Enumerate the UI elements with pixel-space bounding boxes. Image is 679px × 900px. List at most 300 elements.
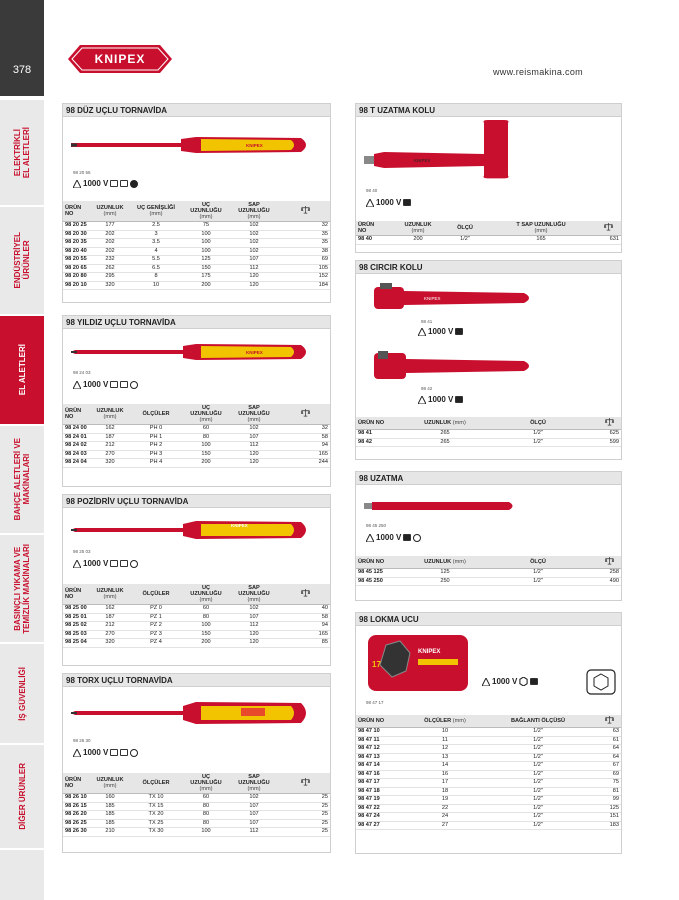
table-cell: 177 (93, 222, 127, 231)
table-cell: 262 (93, 264, 127, 273)
table-cell: TX 10 (127, 794, 185, 803)
column-header: ÖLÇÜ (478, 556, 598, 569)
table-row (63, 639, 330, 648)
table-cell: 202 (93, 230, 127, 239)
sidebar-tab-label: EL ALETLERİ (17, 344, 27, 396)
table-cell: 107 (227, 819, 281, 828)
table-cell: 185 (93, 802, 127, 811)
table-cell: 80 (185, 433, 227, 442)
column-header (281, 404, 330, 425)
table-cell: 102 (227, 230, 281, 239)
vde-icon (110, 180, 118, 187)
ratchet-1-image (364, 281, 544, 321)
voltage-rating (418, 327, 463, 336)
voltage-rating (73, 380, 138, 389)
product-code-cell: 98 47 11 (356, 736, 412, 745)
table-header-row (63, 404, 330, 425)
picture-code: 98 40 (366, 188, 378, 193)
weight-cell: 58 (281, 613, 330, 622)
weight-cell: 61 (598, 736, 621, 745)
table-row (356, 569, 621, 578)
table-cell: 107 (227, 802, 281, 811)
table-cell: 1/2" (478, 745, 598, 754)
pozidriv-tip-icon (130, 560, 138, 568)
socket-size-diagram-icon (586, 669, 616, 695)
page-number-box (0, 0, 44, 96)
table-cell: 27 (412, 821, 478, 830)
table-cell: 100 (185, 247, 227, 256)
product-code-cell: 98 24 03 (63, 450, 93, 459)
extension-bar-image (364, 498, 524, 514)
product-code-cell: 98 47 19 (356, 796, 412, 805)
weight-cell: 25 (281, 819, 330, 828)
table-cell: 210 (93, 828, 127, 837)
sidebar-tab-label: BAHÇE ALETLERİ VE MAKİNALARI (13, 438, 31, 521)
weight-cell: 64 (598, 745, 621, 754)
extension-icon (413, 534, 421, 542)
table-header-row (63, 773, 330, 794)
table-cell: PZ 4 (127, 639, 185, 648)
weight-cell: 40 (281, 605, 330, 614)
picture-code: 98 42 (421, 386, 433, 391)
svg-text:KNIPEX: KNIPEX (94, 52, 146, 66)
weight-cell: 631 (596, 236, 621, 245)
column-header: SAP UZUNLUĞU (mm) (227, 773, 281, 794)
weight-cell: 625 (598, 430, 621, 439)
svg-text:17: 17 (372, 660, 381, 669)
table-cell: 270 (93, 630, 127, 639)
product-code-cell: 98 47 12 (356, 745, 412, 754)
column-header: ÜRÜN NO (63, 773, 93, 794)
warning-triangle-icon (482, 678, 490, 686)
table-row (356, 779, 621, 788)
table-cell: 295 (93, 273, 127, 282)
weight-cell: 25 (281, 802, 330, 811)
weight-cell: 165 (281, 450, 330, 459)
weight-scale-icon (605, 716, 614, 724)
voltage-label: 1000 V (83, 748, 109, 757)
weight-cell: 244 (281, 459, 330, 468)
table-row (356, 577, 621, 586)
table-cell: 100 (185, 828, 227, 837)
product-code-cell: 98 42 (356, 438, 412, 447)
sidebar-tab-label: ELEKTRİKLİ EL ALETLERİ (13, 126, 31, 179)
column-header: ÜRÜN NO (356, 221, 392, 236)
product-code-cell: 98 24 00 (63, 425, 93, 434)
weight-cell: 258 (598, 569, 621, 578)
picture-code: 98 20 55 (73, 170, 91, 175)
column-header: ÖLÇÜLER (127, 584, 185, 605)
table-cell: 162 (93, 605, 127, 614)
column-header: UZUNLUK (mm) (412, 417, 478, 430)
table-row (356, 753, 621, 762)
table-cell: 8 (127, 273, 185, 282)
weight-scale-icon (604, 223, 613, 231)
weight-cell: 38 (281, 247, 330, 256)
weight-cell: 25 (281, 794, 330, 803)
table-cell: 10 (412, 728, 478, 737)
product-code-cell: 98 40 (356, 236, 392, 245)
panel-circir-kolu (355, 260, 622, 460)
spec-table (356, 556, 621, 586)
svg-text:KNIPEX: KNIPEX (246, 350, 263, 355)
section-title: 98 CIRCIR KOLU (356, 261, 621, 274)
vde-icon (110, 749, 118, 756)
table-cell: 12 (412, 745, 478, 754)
table-row (356, 236, 621, 245)
table-cell: 112 (227, 264, 281, 273)
spec-table (63, 584, 330, 648)
product-code-cell: 98 25 02 (63, 622, 93, 631)
table-row (63, 630, 330, 639)
column-header (281, 201, 330, 222)
table-cell: 1/2" (478, 728, 598, 737)
picture-code: 98 41 (421, 319, 433, 324)
weight-cell: 58 (281, 433, 330, 442)
table-cell: PH 3 (127, 450, 185, 459)
column-header: UÇ UZUNLUĞU (mm) (185, 404, 227, 425)
column-header: ÖLÇÜ (478, 417, 598, 430)
sidebar-tab-bahce[interactable] (0, 426, 44, 534)
table-cell: 1/2" (478, 813, 598, 822)
weight-cell: 35 (281, 230, 330, 239)
table-row (63, 247, 330, 256)
panel-uzatma (355, 471, 622, 601)
column-header: BAĞLANTI ÖLÇÜSÜ (478, 715, 598, 728)
table-cell: TX 30 (127, 828, 185, 837)
table-row (63, 273, 330, 282)
table-header-row (356, 556, 621, 569)
weight-scale-icon (301, 589, 310, 597)
square-drive-icon (403, 534, 411, 541)
sidebar-tab-elektrikli[interactable] (0, 100, 44, 206)
warning-triangle-icon (73, 180, 81, 188)
table-row (63, 459, 330, 468)
t-handle-image (364, 120, 544, 180)
product-code-cell: 98 20 65 (63, 264, 93, 273)
weight-cell: 94 (281, 442, 330, 451)
voltage-rating (366, 533, 421, 542)
product-code-cell: 98 25 04 (63, 639, 93, 648)
vde-icon (110, 381, 118, 388)
product-code-cell: 98 47 17 (356, 779, 412, 788)
column-header: UÇ UZUNLUĞU (mm) (185, 201, 227, 222)
product-code-cell: 98 45 125 (356, 569, 412, 578)
weight-cell: 75 (598, 779, 621, 788)
table-cell: 102 (227, 605, 281, 614)
torx-screwdriver-image (71, 698, 311, 728)
table-cell: PZ 1 (127, 613, 185, 622)
voltage-rating (482, 677, 538, 686)
picture-code: 98 26 30 (73, 738, 91, 743)
svg-text:KNIPEX: KNIPEX (246, 143, 263, 148)
table-cell: 270 (93, 450, 127, 459)
table-cell: 187 (93, 433, 127, 442)
table-cell: 1/2" (478, 577, 598, 586)
table-cell: PH 1 (127, 433, 185, 442)
sidebar (0, 0, 44, 900)
svg-text:KNIPEX: KNIPEX (424, 296, 441, 301)
table-cell: TX 15 (127, 802, 185, 811)
table-cell: 1/2" (478, 804, 598, 813)
weight-cell: 152 (281, 273, 330, 282)
insulation-icon (120, 560, 128, 567)
column-header: ÜRÜN NO (63, 584, 93, 605)
voltage-label: 1000 V (376, 533, 402, 542)
weight-cell: 32 (281, 425, 330, 434)
product-code-cell: 98 47 16 (356, 770, 412, 779)
table-row (63, 281, 330, 290)
table-row (63, 450, 330, 459)
table-cell: 107 (227, 433, 281, 442)
column-header: UZUNLUK (mm) (93, 404, 127, 425)
table-cell: 102 (227, 425, 281, 434)
table-cell: 60 (185, 794, 227, 803)
product-code-cell: 98 47 10 (356, 728, 412, 737)
insulation-icon (120, 381, 128, 388)
table-cell: 16 (412, 770, 478, 779)
table-cell: 80 (185, 811, 227, 820)
spec-table (63, 773, 330, 837)
table-cell: 1/2" (478, 796, 598, 805)
weight-cell: 35 (281, 239, 330, 248)
weight-cell: 183 (598, 821, 621, 830)
panel-lokma-ucu (355, 612, 622, 854)
svg-text:KNIPEX: KNIPEX (418, 649, 441, 655)
picture-code: 98 45 250 (366, 523, 387, 528)
product-code-cell: 98 25 03 (63, 630, 93, 639)
table-cell: 120 (227, 639, 281, 648)
table-cell: 3.5 (127, 239, 185, 248)
table-cell: 112 (227, 622, 281, 631)
table-cell: 102 (227, 794, 281, 803)
product-code-cell: 98 47 13 (356, 753, 412, 762)
page-number: 378 (12, 64, 32, 76)
svg-text:KNIPEX: KNIPEX (231, 523, 248, 528)
section-title: 98 LOKMA UCU (356, 613, 621, 626)
ratchet-2-image (364, 349, 544, 387)
column-header: ÜRÜN NO (356, 417, 412, 430)
voltage-rating (73, 179, 138, 188)
column-header (281, 584, 330, 605)
column-header (598, 417, 621, 430)
table-cell: 10 (127, 281, 185, 290)
voltage-label: 1000 V (83, 559, 109, 568)
sidebar-footer (0, 850, 44, 900)
table-cell: 1/2" (478, 430, 598, 439)
table-cell: 80 (185, 613, 227, 622)
product-code-cell: 98 24 01 (63, 433, 93, 442)
section-title: 98 YILDIZ UÇLU TORNAVİDA (63, 316, 330, 329)
table-row (356, 762, 621, 771)
table-cell: PH 4 (127, 459, 185, 468)
weight-scale-icon (301, 206, 310, 214)
table-row (356, 736, 621, 745)
voltage-rating (73, 559, 138, 568)
product-code-cell: 98 20 55 (63, 256, 93, 265)
table-cell: 1/2" (478, 736, 598, 745)
voltage-rating (418, 395, 463, 404)
warning-triangle-icon (418, 396, 426, 404)
voltage-rating (366, 198, 411, 207)
table-cell: 200 (185, 281, 227, 290)
phillips-screwdriver-image (71, 341, 311, 363)
pozidriv-screwdriver-image (71, 517, 311, 541)
socket-image (364, 631, 474, 693)
table-row (63, 230, 330, 239)
product-code-cell: 98 20 40 (63, 247, 93, 256)
spec-table (63, 201, 330, 290)
phillips-tip-icon (130, 381, 138, 389)
product-code-cell: 98 26 15 (63, 802, 93, 811)
sidebar-tab-is-guvenligi[interactable] (0, 644, 44, 744)
weight-cell: 67 (598, 762, 621, 771)
table-cell: PH 0 (127, 425, 185, 434)
section-title: 98 UZATMA (356, 472, 621, 485)
table-cell: 175 (185, 273, 227, 282)
voltage-label: 1000 V (83, 380, 109, 389)
weight-cell: 125 (598, 804, 621, 813)
column-header: UÇ UZUNLUĞU (mm) (185, 773, 227, 794)
section-title: 98 POZİDRİV UÇLU TORNAVİDA (63, 495, 330, 508)
table-cell: 107 (227, 811, 281, 820)
table-cell: 4 (127, 247, 185, 256)
column-header: T SAP UZUNLUĞU (mm) (486, 221, 596, 236)
table-cell: 2.5 (127, 222, 185, 231)
product-code-cell: 98 45 250 (356, 577, 412, 586)
picture-code: 98 24 03 (73, 370, 91, 375)
table-cell: 162 (93, 425, 127, 434)
table-row (63, 239, 330, 248)
picture-code: 98 25 03 (73, 549, 91, 554)
weight-cell: 105 (281, 264, 330, 273)
voltage-label: 1000 V (428, 327, 454, 336)
table-cell: 125 (412, 569, 478, 578)
table-cell: 187 (93, 613, 127, 622)
warning-triangle-icon (418, 328, 426, 336)
table-cell: 200 (185, 459, 227, 468)
table-cell: 102 (227, 247, 281, 256)
table-row (63, 264, 330, 273)
weight-cell: 490 (598, 577, 621, 586)
table-cell: 320 (93, 639, 127, 648)
table-cell: 5.5 (127, 256, 185, 265)
weight-scale-icon (301, 409, 310, 417)
sidebar-tab-endustriyel[interactable] (0, 207, 44, 315)
table-cell: 265 (412, 438, 478, 447)
sidebar-tab-basincli[interactable] (0, 535, 44, 643)
square-drive-icon (530, 678, 538, 685)
table-row (63, 622, 330, 631)
table-row (63, 828, 330, 837)
weight-cell: 85 (281, 639, 330, 648)
table-cell: 22 (412, 804, 478, 813)
table-cell: 120 (227, 630, 281, 639)
table-cell: 125 (185, 256, 227, 265)
table-row (63, 613, 330, 622)
vde-icon (110, 560, 118, 567)
sidebar-tab-label: BASINÇLI YIKAMA VE TEMİZLİK MAKİNALARI (13, 543, 31, 634)
insulation-icon (120, 180, 128, 187)
table-row (356, 787, 621, 796)
table-row (63, 256, 330, 265)
table-cell: 250 (412, 577, 478, 586)
section-title: 98 TORX UÇLU TORNAVİDA (63, 674, 330, 687)
weight-cell: 165 (281, 630, 330, 639)
column-header: UZUNLUK (mm) (392, 221, 444, 236)
column-header: ÖLÇÜLER (127, 404, 185, 425)
table-cell: 107 (227, 256, 281, 265)
table-cell: 120 (227, 450, 281, 459)
table-cell: 320 (93, 281, 127, 290)
sidebar-tab-el-aletleri[interactable] (0, 316, 44, 425)
table-cell: 212 (93, 622, 127, 631)
insulation-icon (120, 749, 128, 756)
table-cell: 11 (412, 736, 478, 745)
table-row (356, 430, 621, 439)
product-code-cell: 98 47 18 (356, 787, 412, 796)
product-code-cell: 98 41 (356, 430, 412, 439)
section-title: 98 DÜZ UÇLU TORNAVİDA (63, 104, 330, 117)
table-cell: 75 (185, 222, 227, 231)
table-cell: 150 (185, 630, 227, 639)
table-header-row (356, 417, 621, 430)
sidebar-tab-label: DİĞER ÜRÜNLER (17, 763, 27, 830)
table-row (356, 804, 621, 813)
column-header: ÜRÜN NO (356, 556, 412, 569)
table-cell: 19 (412, 796, 478, 805)
table-header-row (63, 584, 330, 605)
hexagon-icon (519, 677, 528, 686)
section-title: 98 T UZATMA KOLU (356, 104, 621, 117)
slotted-tip-icon (130, 180, 138, 188)
table-cell: 102 (227, 222, 281, 231)
column-header (596, 221, 621, 236)
warning-triangle-icon (73, 381, 81, 389)
column-header: SAP UZUNLUĞU (mm) (227, 584, 281, 605)
table-cell: 1/2" (478, 569, 598, 578)
table-cell: PZ 3 (127, 630, 185, 639)
table-cell: 107 (227, 613, 281, 622)
product-code-cell: 98 24 02 (63, 442, 93, 451)
table-cell: 80 (185, 819, 227, 828)
column-header: SAP UZUNLUĞU (mm) (227, 201, 281, 222)
table-row (63, 442, 330, 451)
table-cell: 265 (412, 430, 478, 439)
table-row (356, 813, 621, 822)
table-cell: 1/2" (478, 779, 598, 788)
table-row (63, 605, 330, 614)
table-header-row (356, 715, 621, 728)
product-code-cell: 98 20 80 (63, 273, 93, 282)
table-header-row (356, 221, 621, 236)
table-cell: 200 (185, 639, 227, 648)
table-cell: 150 (185, 264, 227, 273)
product-code-cell: 98 20 30 (63, 230, 93, 239)
table-row (356, 728, 621, 737)
table-row (63, 222, 330, 231)
weight-cell: 81 (598, 787, 621, 796)
website-url[interactable]: www.reismakina.com (493, 67, 583, 77)
table-cell: 1/2" (444, 236, 486, 245)
column-header: UZUNLUK (mm) (93, 201, 127, 222)
panel-pozidriv-uclu (62, 494, 331, 666)
sidebar-tab-diger[interactable] (0, 745, 44, 849)
torx-tip-icon (130, 749, 138, 757)
table-cell: 202 (93, 247, 127, 256)
column-header: ÜRÜN NO (356, 715, 412, 728)
column-header: UÇ GENİŞLİĞİ (mm) (127, 201, 185, 222)
